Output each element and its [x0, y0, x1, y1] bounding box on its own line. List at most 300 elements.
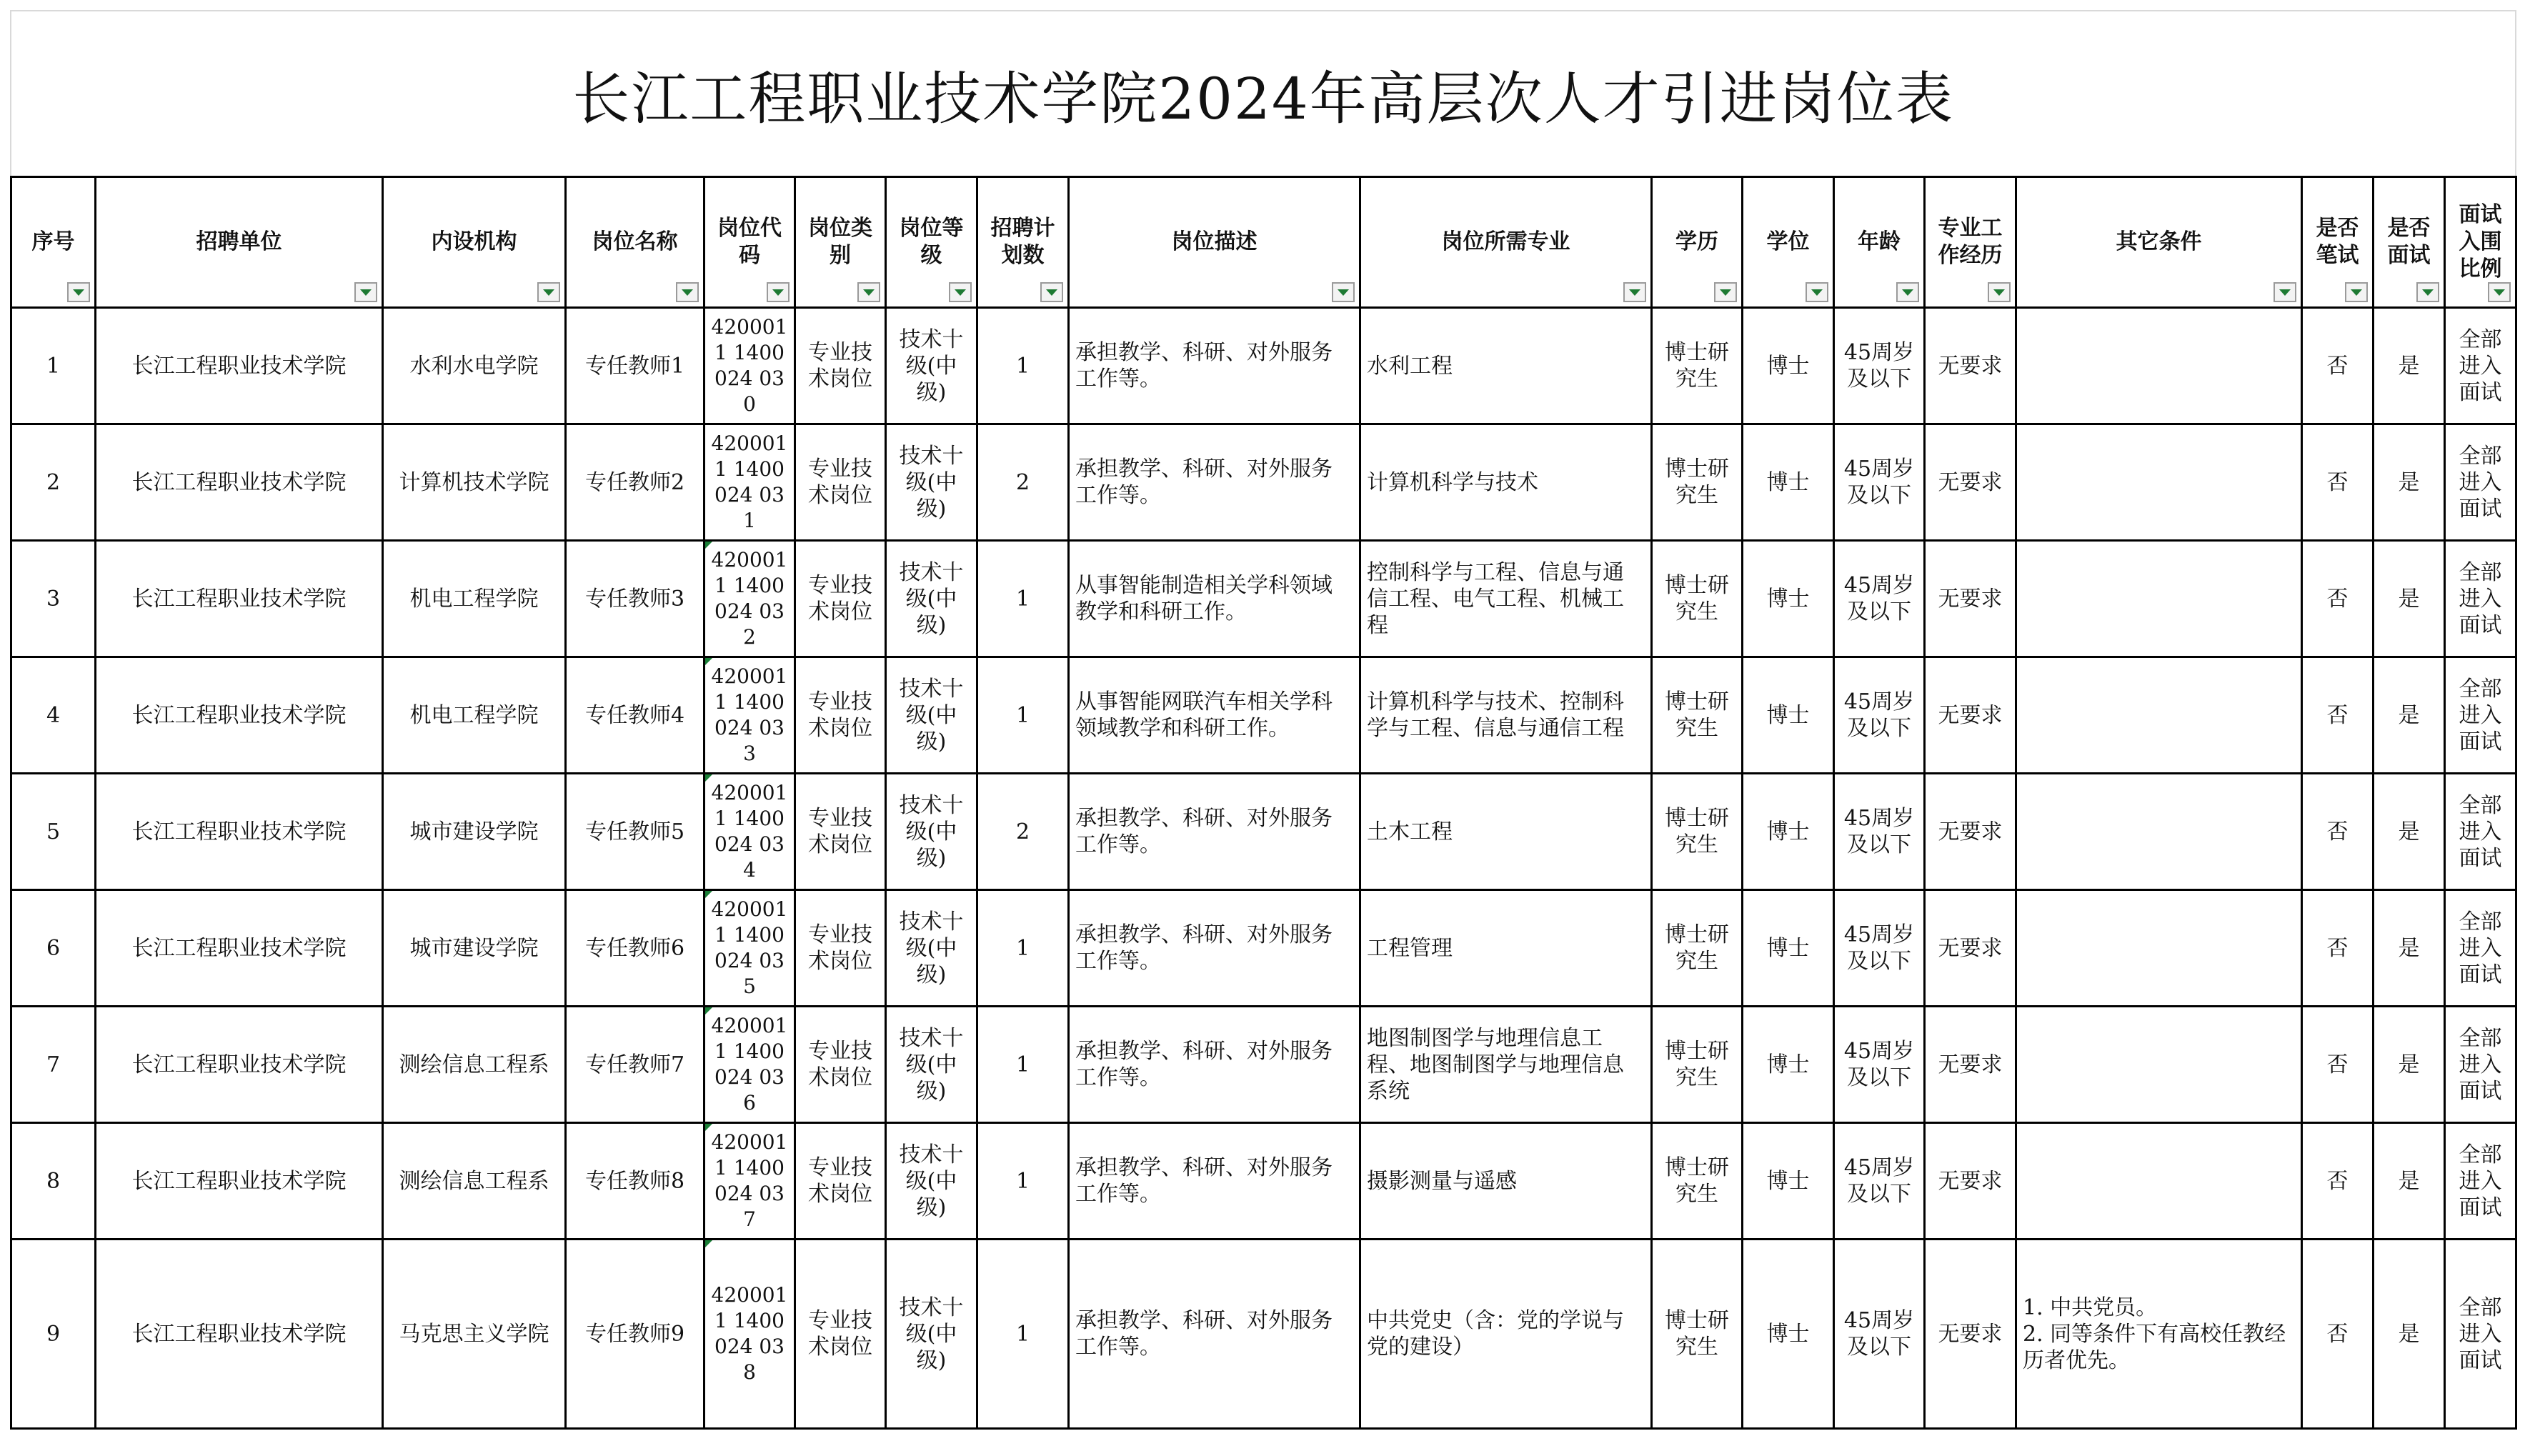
cell-text: 4200011 1400024 035	[711, 897, 788, 998]
cell-dept	[383, 1007, 566, 1123]
column-header-unit	[96, 177, 383, 308]
cell-text: 全部进入面试	[2459, 1025, 2502, 1104]
cell-text: 长江工程职业技术学院	[131, 935, 347, 961]
cell-edu	[1652, 541, 1743, 657]
cell-text: 专任教师2	[584, 469, 685, 495]
cell-text: 1	[46, 353, 61, 379]
error-indicator-icon	[705, 774, 712, 782]
cell-ratio	[2445, 541, 2516, 657]
cell-category	[795, 1240, 886, 1429]
cell-interview	[2374, 541, 2445, 657]
cell-written	[2302, 308, 2374, 424]
cell-text: 长江工程职业技术学院	[131, 702, 347, 728]
cell-no	[11, 657, 96, 774]
cell-text: 4200011 1400024 037	[711, 1130, 788, 1231]
cell-text: 全部进入面试	[2459, 676, 2502, 754]
cell-text: 博士研究生	[1665, 1039, 1729, 1090]
table-body	[11, 308, 2516, 1429]
cell-desc	[1069, 1007, 1360, 1123]
cell-major	[1360, 1123, 1652, 1240]
cell-text: 全部进入面试	[2459, 326, 2502, 405]
cell-level	[886, 1240, 977, 1429]
cell-no	[11, 1007, 96, 1123]
cell-category	[795, 657, 886, 774]
cell-degree	[1743, 774, 1834, 890]
cell-written	[2302, 890, 2374, 1007]
cell-text: 博士研究生	[1665, 806, 1729, 857]
filter-dropdown-icon[interactable]	[1332, 282, 1355, 302]
column-header-no	[11, 177, 96, 308]
cell-age	[1834, 308, 1925, 424]
cell-ratio	[2445, 1123, 2516, 1240]
cell-written	[2302, 1123, 2374, 1240]
cell-text: 专业技术岗位	[808, 1308, 872, 1360]
cell-written	[2302, 657, 2374, 774]
column-header-label: 其它条件	[2116, 229, 2202, 254]
cell-no	[11, 424, 96, 541]
table-row	[11, 1007, 2516, 1123]
column-header-written	[2302, 177, 2374, 308]
cell-level	[886, 774, 977, 890]
cell-no	[11, 1123, 96, 1240]
cell-other	[2016, 424, 2302, 541]
error-indicator-icon	[705, 1240, 712, 1247]
filter-dropdown-icon[interactable]	[949, 282, 972, 302]
cell-other	[2016, 657, 2302, 774]
cell-text: 否	[2326, 469, 2349, 495]
cell-text: 技术十级(中级)	[899, 1025, 964, 1104]
cell-text: 博士	[1766, 1052, 1810, 1077]
cell-edu	[1652, 657, 1743, 774]
cell-plan	[977, 424, 1069, 541]
filter-dropdown-icon[interactable]	[537, 282, 560, 302]
cell-text: 否	[2326, 1321, 2349, 1347]
cell-text: 博士研究生	[1665, 1155, 1729, 1207]
filter-dropdown-icon[interactable]	[1806, 282, 1828, 302]
cell-exp	[1925, 890, 2016, 1007]
filter-dropdown-icon[interactable]	[2488, 282, 2511, 302]
cell-edu	[1652, 1123, 1743, 1240]
table-row	[11, 890, 2516, 1007]
cell-text: 5	[46, 819, 61, 844]
cell-dept	[383, 774, 566, 890]
cell-major	[1360, 308, 1652, 424]
cell-major	[1360, 774, 1652, 890]
cell-dept	[383, 657, 566, 774]
cell-text: 9	[46, 1321, 61, 1347]
cell-dept	[383, 890, 566, 1007]
column-header-label: 招聘单位	[196, 229, 282, 254]
cell-text: 城市建设学院	[409, 935, 539, 961]
cell-other	[2016, 1240, 2302, 1429]
cell-unit	[96, 1007, 383, 1123]
cell-text: 3	[46, 586, 61, 612]
cell-plan	[977, 1240, 1069, 1429]
cell-code	[704, 1007, 795, 1123]
cell-text: 长江工程职业技术学院	[131, 819, 347, 844]
cell-text: 技术十级(中级)	[899, 559, 964, 638]
cell-text: 45周岁及以下	[1843, 922, 1915, 974]
cell-text: 45周岁及以下	[1843, 573, 1915, 624]
cell-post	[566, 774, 704, 890]
column-header-code	[704, 177, 795, 308]
error-indicator-icon	[705, 891, 712, 898]
cell-text: 从事智能制造相关学科领域教学和科研工作。	[1075, 573, 1333, 624]
cell-text: 专任教师3	[584, 586, 685, 612]
column-header-label: 岗位类别	[808, 216, 872, 268]
cell-text: 否	[2326, 702, 2349, 728]
cell-text: 中共党史（含：党的学说与党的建设）	[1367, 1308, 1624, 1360]
table-row	[11, 308, 2516, 424]
cell-text: 马克思主义学院	[399, 1321, 549, 1347]
cell-category	[795, 1123, 886, 1240]
cell-text: 从事智能网联汽车相关学科领域教学和科研工作。	[1075, 689, 1333, 741]
cell-written	[2302, 424, 2374, 541]
cell-text: 无要求	[1938, 1052, 2003, 1077]
cell-text: 长江工程职业技术学院	[131, 1168, 347, 1194]
filter-dropdown-icon[interactable]	[676, 282, 699, 302]
table-row	[11, 1123, 2516, 1240]
cell-text: 长江工程职业技术学院	[131, 469, 347, 495]
cell-interview	[2374, 1240, 2445, 1429]
column-header-age	[1834, 177, 1925, 308]
table-row	[11, 424, 2516, 541]
cell-degree	[1743, 1007, 1834, 1123]
cell-edu	[1652, 1007, 1743, 1123]
cell-text: 无要求	[1938, 586, 2003, 612]
table-row	[11, 541, 2516, 657]
cell-post	[566, 541, 704, 657]
cell-code	[704, 1240, 795, 1429]
cell-text: 专业技术岗位	[808, 689, 872, 741]
filter-dropdown-icon[interactable]	[1896, 282, 1919, 302]
cell-text: 45周岁及以下	[1843, 340, 1915, 392]
cell-text: 长江工程职业技术学院	[131, 1052, 347, 1077]
cell-post	[566, 890, 704, 1007]
cell-edu	[1652, 1240, 1743, 1429]
cell-code	[704, 541, 795, 657]
cell-level	[886, 541, 977, 657]
cell-text: 1	[1015, 1321, 1030, 1347]
cell-text: 是	[2398, 1168, 2420, 1194]
cell-age	[1834, 774, 1925, 890]
cell-text: 工程管理	[1367, 935, 1453, 961]
cell-age	[1834, 1007, 1925, 1123]
cell-category	[795, 774, 886, 890]
cell-text: 是	[2398, 819, 2420, 844]
cell-no	[11, 308, 96, 424]
column-header-label: 序号	[31, 229, 75, 254]
column-header-label: 面试入围比例	[2459, 202, 2502, 281]
column-header-label: 岗位等级	[899, 216, 964, 268]
cell-degree	[1743, 541, 1834, 657]
cell-exp	[1925, 541, 2016, 657]
cell-other	[2016, 541, 2302, 657]
cell-post	[566, 1240, 704, 1429]
cell-text: 4200011 1400024 033	[711, 664, 788, 765]
cell-age	[1834, 424, 1925, 541]
cell-text: 否	[2326, 1168, 2349, 1194]
cell-text: 无要求	[1938, 469, 2003, 495]
cell-text: 专任教师5	[584, 819, 685, 844]
cell-text: 是	[2398, 1052, 2420, 1077]
cell-no	[11, 890, 96, 1007]
cell-no	[11, 541, 96, 657]
cell-text: 4200011 1400024 032	[711, 548, 788, 649]
cell-dept	[383, 1240, 566, 1429]
cell-text: 博士	[1766, 819, 1810, 844]
filter-dropdown-icon[interactable]	[767, 282, 790, 302]
cell-text: 技术十级(中级)	[899, 1295, 964, 1373]
filter-dropdown-icon[interactable]	[1988, 282, 2011, 302]
cell-text: 长江工程职业技术学院	[131, 353, 347, 379]
filter-dropdown-icon[interactable]	[67, 282, 90, 302]
cell-level	[886, 1007, 977, 1123]
cell-exp	[1925, 657, 2016, 774]
cell-text: 专任教师6	[584, 935, 685, 961]
cell-unit	[96, 774, 383, 890]
cell-unit	[96, 1240, 383, 1429]
cell-unit	[96, 541, 383, 657]
cell-text: 城市建设学院	[409, 819, 539, 844]
column-header-label: 岗位代码	[717, 216, 782, 268]
cell-text: 承担教学、科研、对外服务工作等。	[1075, 340, 1333, 392]
cell-interview	[2374, 1123, 2445, 1240]
cell-other	[2016, 774, 2302, 890]
cell-text: 是	[2398, 353, 2420, 379]
cell-major	[1360, 541, 1652, 657]
cell-text: 无要求	[1938, 819, 2003, 844]
cell-text: 专任教师7	[584, 1052, 685, 1077]
column-header-exp	[1925, 177, 2016, 308]
cell-text: 博士	[1766, 1321, 1810, 1347]
cell-interview	[2374, 890, 2445, 1007]
cell-text: 计算机科学与技术	[1367, 469, 1538, 495]
cell-ratio	[2445, 1007, 2516, 1123]
cell-other	[2016, 890, 2302, 1007]
cell-edu	[1652, 890, 1743, 1007]
cell-text: 1	[1015, 702, 1030, 728]
cell-level	[886, 657, 977, 774]
cell-text: 博士研究生	[1665, 457, 1729, 508]
cell-text: 博士	[1766, 586, 1810, 612]
column-header-other	[2016, 177, 2302, 308]
cell-text: 是	[2398, 702, 2420, 728]
cell-post	[566, 1007, 704, 1123]
cell-unit	[96, 1123, 383, 1240]
cell-post	[566, 424, 704, 541]
cell-text: 技术十级(中级)	[899, 443, 964, 522]
cell-desc	[1069, 424, 1360, 541]
cell-desc	[1069, 774, 1360, 890]
filter-dropdown-icon[interactable]	[2345, 282, 2368, 302]
cell-plan	[977, 890, 1069, 1007]
cell-text: 机电工程学院	[409, 586, 539, 612]
cell-category	[795, 890, 886, 1007]
column-header-label: 是否笔试	[2316, 216, 2359, 268]
cell-exp	[1925, 774, 2016, 890]
cell-text: 2	[1015, 469, 1030, 495]
cell-ratio	[2445, 890, 2516, 1007]
cell-text: 45周岁及以下	[1843, 806, 1915, 857]
cell-text: 专任教师4	[584, 702, 685, 728]
cell-ratio	[2445, 774, 2516, 890]
cell-text: 土木工程	[1367, 819, 1453, 844]
cell-text: 无要求	[1938, 1168, 2003, 1194]
cell-text: 承担教学、科研、对外服务工作等。	[1075, 922, 1333, 974]
cell-text: 4200011 1400024 030	[711, 315, 788, 416]
cell-exp	[1925, 308, 2016, 424]
cell-text: 全部进入面试	[2459, 792, 2502, 871]
cell-post	[566, 308, 704, 424]
cell-text: 博士研究生	[1665, 1308, 1729, 1360]
cell-text: 博士	[1766, 1168, 1810, 1194]
table-row	[11, 774, 2516, 890]
error-indicator-icon	[705, 1007, 712, 1014]
filter-dropdown-icon[interactable]	[857, 282, 880, 302]
cell-dept	[383, 308, 566, 424]
column-header-plan	[977, 177, 1069, 308]
cell-code	[704, 1123, 795, 1240]
cell-level	[886, 308, 977, 424]
cell-text: 1. 中共党员。 2. 同等条件下有高校任教经历者优先。	[2023, 1295, 2286, 1373]
cell-text: 无要求	[1938, 935, 2003, 961]
cell-text: 测绘信息工程系	[399, 1052, 549, 1077]
cell-text: 博士	[1766, 353, 1810, 379]
cell-text: 45周岁及以下	[1843, 1155, 1915, 1207]
job-table	[10, 176, 2517, 1430]
cell-major	[1360, 1240, 1652, 1429]
cell-other	[2016, 1007, 2302, 1123]
cell-age	[1834, 1123, 1925, 1240]
cell-text: 摄影测量与遥感	[1367, 1168, 1517, 1194]
column-header-label: 岗位名称	[592, 229, 678, 254]
filter-dropdown-icon[interactable]	[2416, 282, 2439, 302]
cell-text: 专业技术岗位	[808, 922, 872, 974]
error-indicator-icon	[705, 658, 712, 665]
cell-code	[704, 424, 795, 541]
cell-text: 长江工程职业技术学院	[131, 586, 347, 612]
header-row	[11, 177, 2516, 308]
cell-text: 全部进入面试	[2459, 1142, 2502, 1220]
column-header-desc	[1069, 177, 1360, 308]
title-box	[10, 10, 2516, 176]
error-indicator-icon	[705, 542, 712, 549]
cell-text: 否	[2326, 586, 2349, 612]
cell-desc	[1069, 308, 1360, 424]
cell-text: 否	[2326, 819, 2349, 844]
cell-category	[795, 541, 886, 657]
cell-unit	[96, 308, 383, 424]
cell-interview	[2374, 308, 2445, 424]
column-header-dept	[383, 177, 566, 308]
cell-edu	[1652, 774, 1743, 890]
cell-dept	[383, 424, 566, 541]
cell-text: 专业技术岗位	[808, 806, 872, 857]
cell-text: 否	[2326, 353, 2349, 379]
cell-level	[886, 1123, 977, 1240]
cell-text: 是	[2398, 469, 2420, 495]
filter-dropdown-icon[interactable]	[1040, 282, 1063, 302]
cell-text: 水利工程	[1367, 353, 1453, 379]
column-header-label: 岗位描述	[1171, 229, 1257, 254]
cell-text: 否	[2326, 935, 2349, 961]
cell-ratio	[2445, 657, 2516, 774]
cell-edu	[1652, 424, 1743, 541]
column-header-label: 年龄	[1858, 229, 1901, 254]
cell-ratio	[2445, 308, 2516, 424]
cell-text: 博士研究生	[1665, 922, 1729, 974]
cell-text: 1	[1015, 1052, 1030, 1077]
cell-text: 是	[2398, 586, 2420, 612]
table-row	[11, 1240, 2516, 1429]
cell-text: 45周岁及以下	[1843, 457, 1915, 508]
column-header-interview	[2374, 177, 2445, 308]
cell-post	[566, 657, 704, 774]
cell-unit	[96, 657, 383, 774]
cell-text: 是	[2398, 935, 2420, 961]
cell-unit	[96, 424, 383, 541]
cell-age	[1834, 541, 1925, 657]
cell-text: 承担教学、科研、对外服务工作等。	[1075, 806, 1333, 857]
cell-text: 承担教学、科研、对外服务工作等。	[1075, 1308, 1333, 1360]
cell-post	[566, 1123, 704, 1240]
cell-text: 计算机技术学院	[399, 469, 549, 495]
cell-major	[1360, 1007, 1652, 1123]
cell-text: 博士研究生	[1665, 340, 1729, 392]
filter-dropdown-icon[interactable]	[354, 282, 377, 302]
cell-text: 专任教师8	[584, 1168, 685, 1194]
cell-age	[1834, 657, 1925, 774]
cell-text: 1	[1015, 353, 1030, 379]
cell-text: 45周岁及以下	[1843, 1308, 1915, 1360]
column-header-label: 学历	[1675, 229, 1718, 254]
cell-dept	[383, 541, 566, 657]
cell-interview	[2374, 657, 2445, 774]
cell-desc	[1069, 1123, 1360, 1240]
filter-dropdown-icon[interactable]	[1714, 282, 1737, 302]
column-header-label: 招聘计划数	[990, 216, 1055, 268]
cell-text: 全部进入面试	[2459, 559, 2502, 638]
cell-text: 承担教学、科研、对外服务工作等。	[1075, 1039, 1333, 1090]
cell-plan	[977, 774, 1069, 890]
cell-written	[2302, 1240, 2374, 1429]
filter-dropdown-icon[interactable]	[2274, 282, 2296, 302]
cell-text: 4200011 1400024 038	[711, 1283, 788, 1384]
cell-ratio	[2445, 1240, 2516, 1429]
cell-text: 地图制图学与地理信息工程、地图制图学与地理信息系统	[1367, 1025, 1624, 1104]
cell-interview	[2374, 424, 2445, 541]
cell-text: 技术十级(中级)	[899, 909, 964, 987]
cell-text: 专业技术岗位	[808, 457, 872, 508]
cell-text: 专任教师9	[584, 1321, 685, 1347]
cell-other	[2016, 308, 2302, 424]
cell-degree	[1743, 657, 1834, 774]
cell-text: 4	[46, 702, 61, 728]
cell-degree	[1743, 1123, 1834, 1240]
filter-dropdown-icon[interactable]	[1623, 282, 1646, 302]
table-row	[11, 657, 2516, 774]
cell-category	[795, 308, 886, 424]
cell-degree	[1743, 424, 1834, 541]
column-header-edu	[1652, 177, 1743, 308]
cell-written	[2302, 541, 2374, 657]
cell-text: 全部进入面试	[2459, 1295, 2502, 1373]
column-header-label: 内设机构	[431, 229, 517, 254]
cell-text: 无要求	[1938, 702, 2003, 728]
spreadsheet	[10, 10, 2515, 1446]
column-header-degree	[1743, 177, 1834, 308]
